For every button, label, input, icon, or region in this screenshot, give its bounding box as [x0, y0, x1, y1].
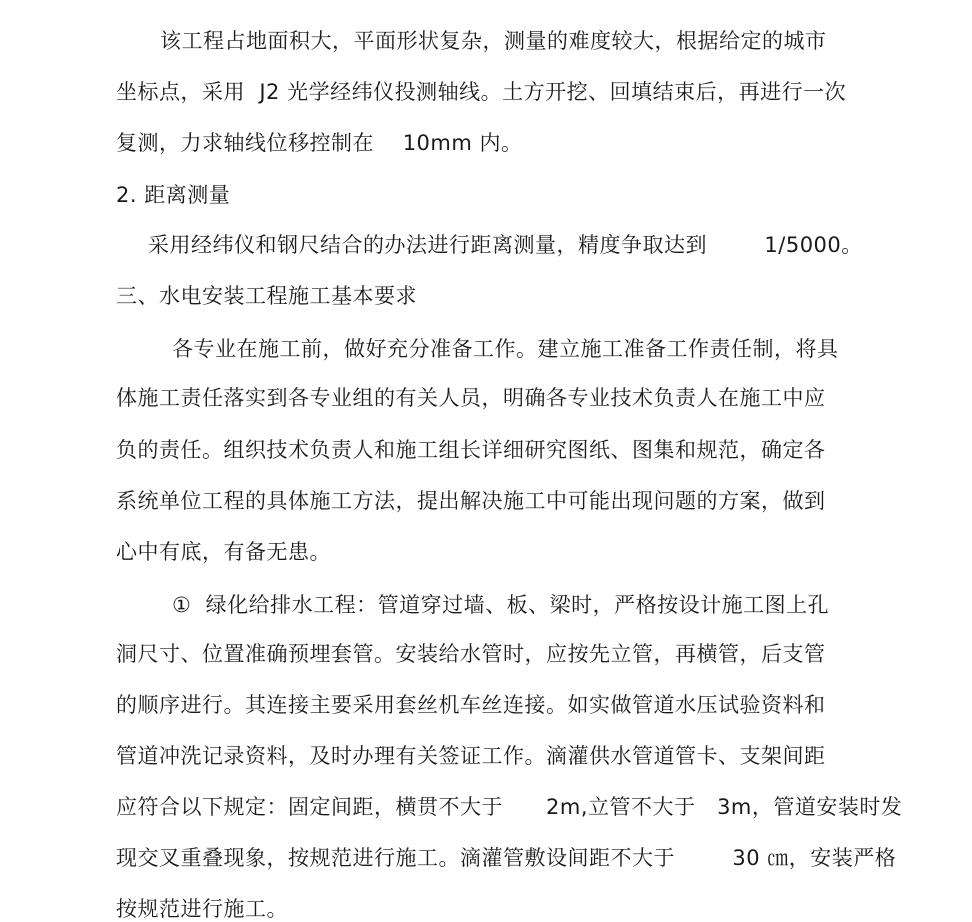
paragraph-line: 应符合以下规定：固定间距，横贯不大于 2m,立管不大于 3m，管道安装时发 — [116, 795, 903, 819]
paragraph-line: 采用经纬仪和钢尺结合的办法进行距离测量，精度争取达到 1/5000。 — [148, 233, 863, 257]
paragraph-line: 负的责任。组织技术负责人和施工组长详细研究图纸、图集和规范，确定各 — [116, 438, 826, 462]
paragraph-line: 的顺序进行。其连接主要采用套丝机车丝连接。如实做管道水压试验资料和 — [116, 693, 826, 717]
paragraph-line: 管道冲洗记录资料，及时办理有关签证工作。滴灌供水管道管卡、支架间距 — [116, 744, 826, 768]
paragraph-line: 体施工责任落实到各专业组的有关人员，明确各专业技术负责人在施工中应 — [116, 386, 826, 410]
paragraph-line: 按规范进行施工。 — [116, 897, 288, 921]
paragraph-line: 洞尺寸、位置准确预埋套管。安装给水管时，应按先立管，再横管，后支管 — [116, 642, 826, 666]
section-heading: 三、水电安装工程施工基本要求 — [116, 284, 417, 308]
paragraph-line: ① 绿化给排水工程：管道穿过墙、板、梁时，严格按设计施工图上孔 — [172, 593, 830, 617]
paragraph-line: 该工程占地面积大，平面形状复杂，测量的难度较大，根据给定的城市 — [160, 29, 827, 53]
paragraph-line: 坐标点，采用 J2 光学经纬仪投测轴线。土方开挖、回填结束后，再进行一次 — [116, 80, 847, 104]
paragraph-line: 系统单位工程的具体施工方法，提出解决施工中可能出现问题的方案，做到 — [116, 489, 826, 513]
section-heading: 2. 距离测量 — [116, 183, 231, 207]
paragraph-line: 现交叉重叠现象，按规范进行施工。滴灌管敷设间距不大于 30 ㎝，安装严格 — [116, 846, 897, 870]
paragraph-line: 复测，力求轴线位移控制在 10mm 内。 — [116, 131, 523, 155]
paragraph-line: 心中有底，有备无患。 — [116, 540, 331, 564]
paragraph-line: 各专业在施工前，做好充分准备工作。建立施工准备工作责任制，将具 — [172, 337, 839, 361]
